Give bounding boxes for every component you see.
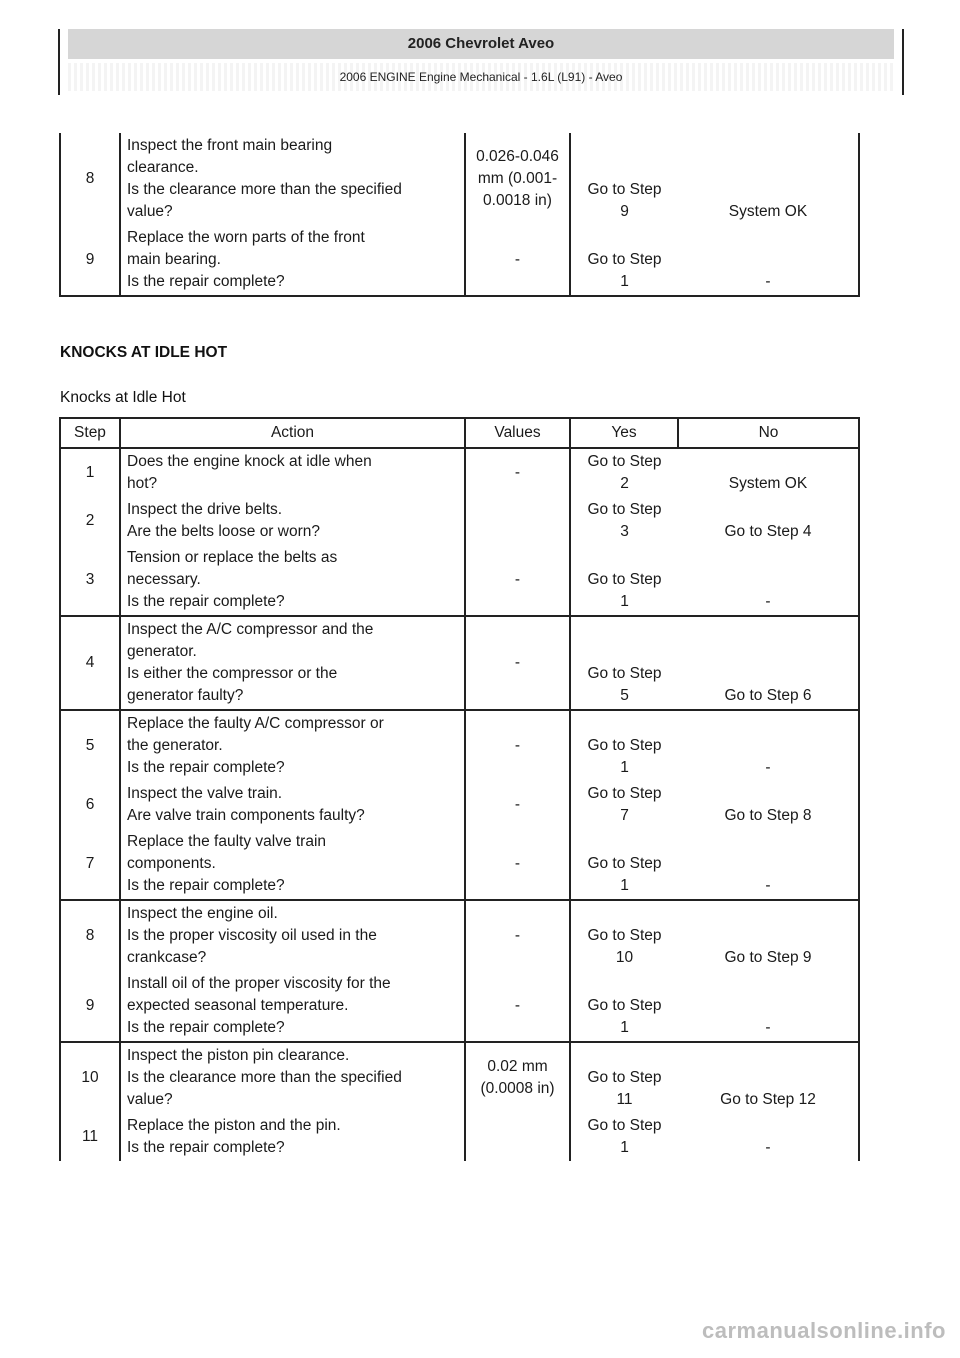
action-line: Is the clearance more than the specified [127, 1069, 402, 1086]
table-row [60, 545, 859, 616]
action-line: clearance. [127, 159, 199, 176]
page-header [58, 29, 904, 95]
yes-goto-label: Go to Step [587, 997, 662, 1014]
header-no: No [678, 418, 859, 448]
step-no: Go to Step 6 [678, 616, 859, 710]
value-line: 0.02 mm [487, 1058, 548, 1075]
step-values [465, 900, 570, 971]
step-values [465, 616, 570, 710]
diagnostic-table-knocks [59, 417, 860, 1161]
step-values [465, 710, 570, 781]
step-action [120, 710, 465, 781]
yes-goto-label: Go to Step [587, 181, 662, 198]
step-action [120, 900, 465, 971]
yes-goto-step: 1 [620, 877, 629, 894]
step-yes [570, 1113, 678, 1161]
yes-goto-step: 11 [616, 1091, 633, 1108]
action-line: Is the repair complete? [127, 593, 285, 610]
step-values [465, 781, 570, 829]
step-yes [570, 710, 678, 781]
value-line: 0.0018 in) [483, 192, 552, 209]
table-row [60, 133, 859, 225]
action-line: Inspect the valve train. [127, 785, 283, 802]
header-yes: Yes [570, 418, 678, 448]
value-line: - [514, 796, 521, 813]
value-line: - [514, 571, 521, 588]
step-action [120, 497, 465, 545]
action-line: components. [127, 855, 216, 872]
yes-goto-step: 1 [620, 759, 629, 776]
yes-goto-step: 9 [620, 203, 629, 220]
step-yes [570, 616, 678, 710]
step-values [465, 1113, 570, 1161]
table-caption: Knocks at Idle Hot [60, 389, 186, 406]
action-line: Is the clearance more than the specified [127, 181, 402, 198]
value-line: - [514, 464, 521, 481]
step-number: 2 [60, 497, 120, 545]
step-action [120, 133, 465, 225]
action-line: Replace the worn parts of the front [127, 229, 365, 246]
action-line: the generator. [127, 737, 223, 754]
action-line: Install oil of the proper viscosity for the [127, 975, 391, 992]
action-line: Are valve train components faulty? [127, 807, 365, 824]
value-line: (0.0008 in) [480, 1080, 555, 1097]
section-heading: KNOCKS AT IDLE HOT [60, 344, 228, 361]
step-action [120, 225, 465, 296]
step-yes [570, 781, 678, 829]
step-no: - [678, 1113, 859, 1161]
value-line: - [514, 997, 521, 1014]
document-subtitle: 2006 ENGINE Engine Mechanical - 1.6L (L91) - Aveo [68, 63, 894, 91]
action-line: Is the repair complete? [127, 877, 285, 894]
step-yes [570, 1042, 678, 1113]
step-yes [570, 900, 678, 971]
step-no: Go to Step 4 [678, 497, 859, 545]
step-number: 8 [60, 133, 120, 225]
action-line: Does the engine knock at idle when [127, 453, 372, 470]
value-line: - [514, 737, 521, 754]
diagnostic-table-continued [59, 133, 860, 297]
step-number: 9 [60, 225, 120, 296]
action-line: Is the proper viscosity oil used in the [127, 927, 377, 944]
action-line: Is the repair complete? [127, 1019, 285, 1036]
step-number: 1 [60, 448, 120, 497]
yes-goto-label: Go to Step [587, 737, 662, 754]
yes-goto-label: Go to Step [587, 855, 662, 872]
action-line: Replace the piston and the pin. [127, 1117, 341, 1134]
yes-goto-label: Go to Step [587, 665, 662, 682]
value-line: 0.026-0.046 [476, 148, 559, 165]
step-number: 11 [60, 1113, 120, 1161]
yes-goto-label: Go to Step [587, 785, 662, 802]
step-action [120, 616, 465, 710]
document-title: 2006 Chevrolet Aveo [68, 29, 894, 59]
step-no: Go to Step 8 [678, 781, 859, 829]
action-line: crankcase? [127, 949, 207, 966]
action-line: Replace the faulty A/C compressor or [127, 715, 384, 732]
step-yes [570, 225, 678, 296]
action-line: main bearing. [127, 251, 221, 268]
value-line: - [514, 654, 521, 671]
action-line: generator. [127, 643, 197, 660]
step-no: - [678, 545, 859, 616]
step-no: - [678, 829, 859, 900]
yes-goto-label: Go to Step [587, 1117, 662, 1134]
yes-goto-step: 5 [620, 687, 629, 704]
step-number: 3 [60, 545, 120, 616]
table-row [60, 448, 859, 497]
step-no: Go to Step 12 [678, 1042, 859, 1113]
action-line: Is the repair complete? [127, 759, 285, 776]
table-header-row [60, 418, 859, 448]
yes-goto-label: Go to Step [587, 251, 662, 268]
step-no: - [678, 971, 859, 1042]
yes-goto-label: Go to Step [587, 453, 662, 470]
step-no: System OK [678, 448, 859, 497]
action-line: Inspect the drive belts. [127, 501, 283, 518]
step-number: 4 [60, 616, 120, 710]
table-row [60, 829, 859, 900]
step-number: 7 [60, 829, 120, 900]
step-yes [570, 497, 678, 545]
action-line: necessary. [127, 571, 201, 588]
step-yes [570, 971, 678, 1042]
step-number: 9 [60, 971, 120, 1042]
action-line: Inspect the piston pin clearance. [127, 1047, 350, 1064]
value-line: mm (0.001- [477, 170, 558, 187]
table-row [60, 710, 859, 781]
step-values [465, 971, 570, 1042]
action-line: value? [127, 203, 173, 220]
step-no: - [678, 710, 859, 781]
action-line: generator faulty? [127, 687, 244, 704]
action-line: Tension or replace the belts as [127, 549, 338, 566]
step-no: Go to Step 9 [678, 900, 859, 971]
step-action [120, 781, 465, 829]
step-number: 5 [60, 710, 120, 781]
step-yes [570, 448, 678, 497]
yes-goto-label: Go to Step [587, 1069, 662, 1086]
action-line: Is either the compressor or the [127, 665, 338, 682]
table-row [60, 225, 859, 296]
action-line: Replace the faulty valve train [127, 833, 327, 850]
step-number: 10 [60, 1042, 120, 1113]
step-action [120, 829, 465, 900]
step-action [120, 448, 465, 497]
yes-goto-step: 1 [620, 1019, 629, 1036]
yes-goto-label: Go to Step [587, 927, 662, 944]
step-values [465, 497, 570, 545]
step-no: - [678, 225, 859, 296]
table-row [60, 497, 859, 545]
step-values [465, 133, 570, 225]
step-number: 6 [60, 781, 120, 829]
table-row [60, 1113, 859, 1161]
header-step: Step [60, 418, 120, 448]
action-line: Inspect the front main bearing [127, 137, 333, 154]
table-row [60, 900, 859, 971]
step-action [120, 971, 465, 1042]
table-row [60, 616, 859, 710]
table-row [60, 781, 859, 829]
step-action [120, 1042, 465, 1113]
value-line: - [514, 927, 521, 944]
step-action [120, 545, 465, 616]
step-yes [570, 545, 678, 616]
yes-goto-step: 1 [620, 273, 629, 290]
step-action [120, 1113, 465, 1161]
action-line: hot? [127, 475, 158, 492]
action-line: Inspect the engine oil. [127, 905, 278, 922]
action-line: value? [127, 1091, 173, 1108]
yes-goto-step: 1 [620, 1139, 629, 1156]
action-line: Is the repair complete? [127, 273, 285, 290]
action-line: expected seasonal temperature. [127, 997, 349, 1014]
header-action: Action [120, 418, 465, 448]
yes-goto-step: 7 [620, 807, 629, 824]
watermark: carmanualsonline.info [702, 1318, 946, 1343]
step-no: System OK [678, 133, 859, 225]
table-row [60, 971, 859, 1042]
step-yes [570, 133, 678, 225]
yes-goto-step: 2 [620, 475, 629, 492]
value-line: - [514, 251, 521, 268]
step-values [465, 448, 570, 497]
yes-goto-step: 1 [620, 593, 629, 610]
yes-goto-label: Go to Step [587, 501, 662, 518]
yes-goto-step: 10 [615, 949, 634, 966]
yes-goto-label: Go to Step [587, 571, 662, 588]
step-yes [570, 829, 678, 900]
value-line: - [514, 855, 521, 872]
step-values [465, 545, 570, 616]
action-line: Is the repair complete? [127, 1139, 285, 1156]
table-row [60, 1042, 859, 1113]
action-line: Inspect the A/C compressor and the [127, 621, 374, 638]
step-values [465, 829, 570, 900]
yes-goto-step: 3 [620, 523, 629, 540]
step-values [465, 1042, 570, 1113]
header-values: Values [465, 418, 570, 448]
step-values [465, 225, 570, 296]
action-line: Are the belts loose or worn? [127, 523, 320, 540]
step-number: 8 [60, 900, 120, 971]
